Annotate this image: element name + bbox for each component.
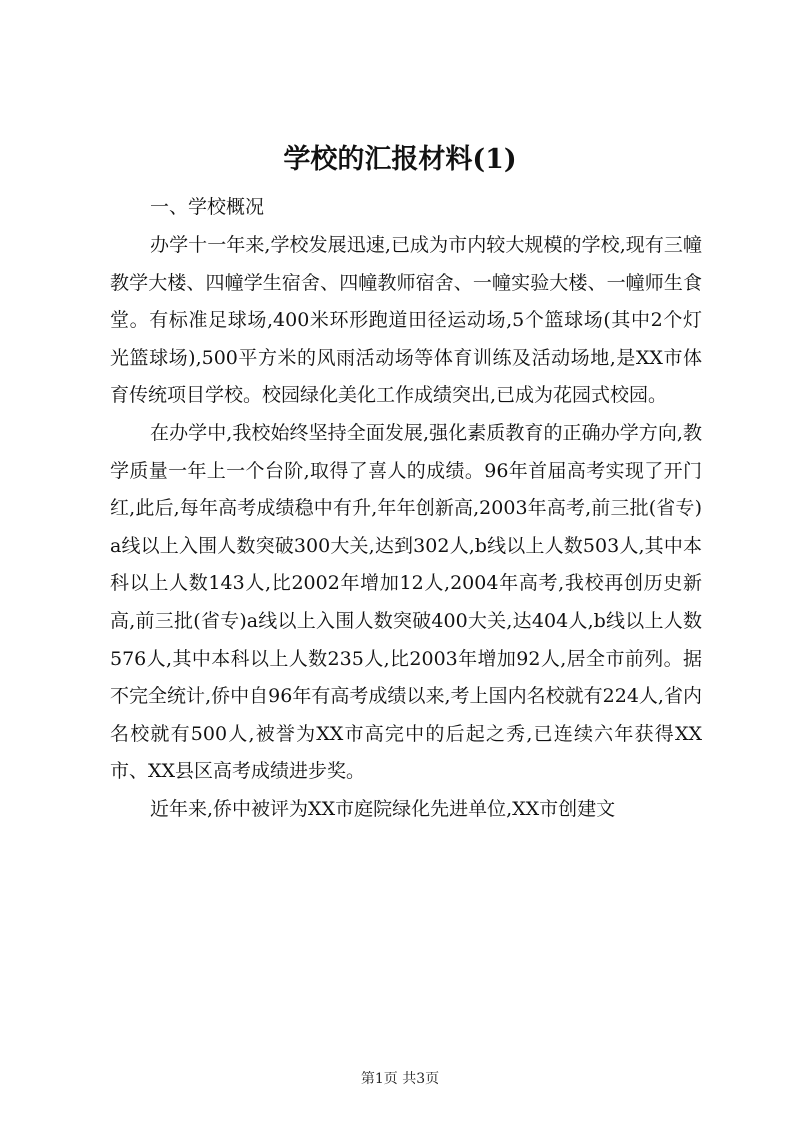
paragraph-teaching-achievements: 在办学中,我校始终坚持全面发展,强化素质教育的正确办学方向,教学质量一年上一个台阶,取得了喜人的成绩。96年首届高考实现了开门红,此后,每年高考成绩稳中有升,年年创新高,2003年高考,前三批(省专)a线以上入围人数突破300大关,达到302人,b线以上人数503人,其中本科以上人数143人,比2002年增加12人,2004年高考,我校再创历史新高,前三批(省专)a线以上入围人数突破400大关,达404人,b线以上人数576人,其中本科以上人数235人,比2003年增加92人,居全市前列。据不完全统计,侨中自96年有高考成绩以来,考上国内名校就有224人,省内名校就有500人,被誉为XX市高完中的后起之秀,已连续六年获得XX市、XX县区高考成绩进步奖。	[110, 421, 702, 783]
section-heading: 一、学校概况	[150, 196, 265, 218]
paragraph-recent-honors: 近年来,侨中被评为XX市庭院绿化先进单位,XX市创建文	[150, 797, 616, 820]
page-footer: 第1页 共3页	[360, 1071, 440, 1087]
paragraph-school-overview: 办学十一年来,学校发展迅速,已成为市内较大规模的学校,现有三幢教学大楼、四幢学生宿舍、四幢教师宿舍、一幢实验大楼、一幢师生食堂。有标准足球场,400米环形跑道田径运动场,5个篮球场(其中2个灯光篮球场),500平方米的风雨活动场等体育训练及活动场地,是XX市体育传统项目学校。校园绿化美化工作成绩突出,已成为花园式校园。	[110, 234, 702, 407]
document-title: 学校的汇报材料(1)	[283, 144, 517, 175]
document-body	[110, 187, 702, 829]
